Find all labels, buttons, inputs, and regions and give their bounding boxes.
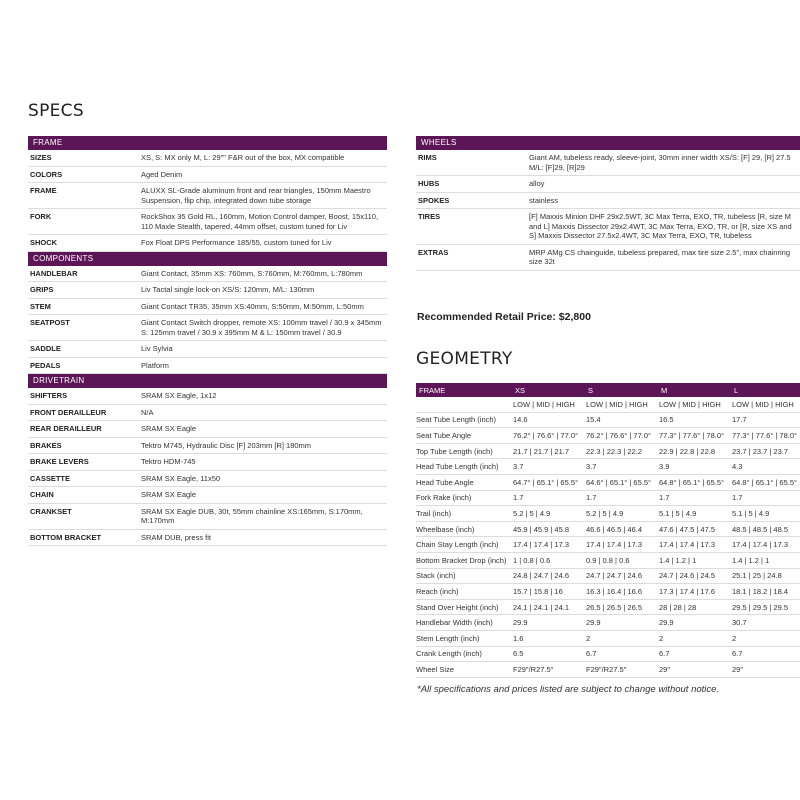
geometry-value: 17.4 | 17.4 | 17.3 [585, 537, 658, 553]
geometry-value: 77.3° | 77.6° | 78.0° [658, 428, 731, 444]
retail-price: Recommended Retail Price: $2,800 [417, 311, 591, 323]
spec-row [416, 192, 800, 209]
spec-value: RockShox 35 Gold RL, 160mm, Motion Control damper, Boost, 15x110, 110 Maxle Stealth, tapered, 44mm offset, custom tuned for Liv [139, 209, 387, 235]
geometry-value: 17.4 | 17.4 | 17.3 [658, 537, 731, 553]
geometry-value: 29.9 [585, 615, 658, 631]
geometry-label: Chain Stay Length (inch) [416, 537, 512, 553]
geometry-row [416, 584, 800, 600]
geometry-table [416, 383, 800, 678]
geometry-value: 64.8° | 65.1° | 65.5° [658, 474, 731, 490]
spec-value: Aged Denim [139, 166, 387, 183]
spec-row [28, 282, 387, 299]
spec-value: Liv Tactal single lock-on XS/S: 120mm, M/L: 130mm [139, 282, 387, 299]
spec-value: alloy [527, 176, 800, 193]
geometry-row [416, 521, 800, 537]
spec-row [28, 503, 387, 529]
geometry-value: 3.7 [585, 459, 658, 475]
spec-value: SRAM SX Eagle, 1x12 [139, 388, 387, 404]
geometry-value: 1.7 [731, 490, 800, 506]
geometry-label: Stem Length (inch) [416, 630, 512, 646]
spec-row [28, 454, 387, 471]
spec-key: HUBS [416, 176, 527, 193]
spec-key: TIRES [416, 209, 527, 245]
geometry-label: Bottom Bracket Drop (inch) [416, 552, 512, 568]
geometry-value: 5.1 | 5 | 4.9 [731, 506, 800, 522]
spec-row [28, 235, 387, 252]
spec-key: CHAIN [28, 487, 139, 504]
geometry-subheader-row [416, 397, 800, 412]
spec-value: MRP AMg CS chainguide, tubeless prepared, max tire size 2.5", max chainring size 32t [527, 244, 800, 270]
geometry-value: 1.4 | 1.2 | 1 [731, 552, 800, 568]
spec-value: Giant Contact TR35, 35mm XS:40mm, S:50mm, M:50mm, L:50mm [139, 298, 387, 315]
spec-value: Platform [139, 357, 387, 374]
geometry-value: 16.5 [658, 412, 731, 428]
spec-key: RIMS [416, 150, 527, 176]
geometry-value: 1.4 | 1.2 | 1 [658, 552, 731, 568]
geometry-row [416, 630, 800, 646]
spec-key: REAR DERAILLEUR [28, 421, 139, 438]
spec-key: FRONT DERAILLEUR [28, 404, 139, 421]
geometry-row [416, 443, 800, 459]
spec-row [416, 150, 800, 176]
geometry-header-cell: S [585, 383, 658, 397]
geometry-value: 5.2 | 5 | 4.9 [512, 506, 585, 522]
geometry-value: 18.1 | 18.2 | 18.4 [731, 584, 800, 600]
spec-value: SRAM SX Eagle [139, 487, 387, 504]
geometry-value: 48.5 | 48.5 | 48.5 [731, 521, 800, 537]
spec-value: Liv Sylvia [139, 341, 387, 358]
geometry-row [416, 474, 800, 490]
geometry-value: 26.5 | 26.5 | 26.5 [585, 599, 658, 615]
geometry-value: 22.9 | 22.8 | 22.8 [658, 443, 731, 459]
spec-key: SIZES [28, 150, 139, 166]
spec-value: SRAM SX Eagle [139, 421, 387, 438]
spec-section-table [416, 150, 800, 271]
geometry-header-cell: L [731, 383, 800, 397]
geometry-value: 6.7 [731, 646, 800, 662]
geometry-row [416, 506, 800, 522]
spec-row [28, 357, 387, 374]
geometry-row [416, 537, 800, 553]
spec-value: SRAM DUB, press fit [139, 529, 387, 546]
geometry-label: Top Tube Length (inch) [416, 443, 512, 459]
spec-row [416, 244, 800, 270]
geometry-value: 17.7 [731, 412, 800, 428]
geometry-row [416, 599, 800, 615]
spec-row [28, 150, 387, 166]
geometry-value: 3.9 [658, 459, 731, 475]
geometry-value: 30.7 [731, 615, 800, 631]
spec-value: SRAM SX Eagle, 11x50 [139, 470, 387, 487]
geometry-value: 6.7 [585, 646, 658, 662]
geometry-row [416, 428, 800, 444]
geometry-value: 1.7 [512, 490, 585, 506]
geometry-subheader-cell: LOW | MID | HIGH [731, 397, 800, 412]
geometry-value: 5.1 | 5 | 4.9 [658, 506, 731, 522]
geometry-header-row [416, 383, 800, 397]
geometry-value: 15.7 | 15.8 | 16 [512, 584, 585, 600]
spec-value: SRAM SX Eagle DUB, 30t, 55mm chainline XS:165mm, S:170mm, M:170mm [139, 503, 387, 529]
spec-key: SHOCK [28, 235, 139, 252]
geometry-value: 1.7 [658, 490, 731, 506]
spec-row [28, 470, 387, 487]
spec-section-table [28, 150, 387, 252]
geometry-value: 2 [658, 630, 731, 646]
geometry-value: 24.8 | 24.7 | 24.6 [512, 568, 585, 584]
spec-row [28, 315, 387, 341]
geometry-value: 29" [658, 662, 731, 678]
geometry-header-cell: M [658, 383, 731, 397]
geometry-label: Fork Rake (inch) [416, 490, 512, 506]
geometry-row [416, 552, 800, 568]
spec-row [28, 487, 387, 504]
geometry-value: 76.2° | 76.6° | 77.0° [585, 428, 658, 444]
geometry-value: 1 | 0.8 | 0.6 [512, 552, 585, 568]
spec-value: Tektro M745, Hydraulic Disc [F] 203mm [R] 180mm [139, 437, 387, 454]
geometry-value: 5.2 | 5 | 4.9 [585, 506, 658, 522]
geometry-header-cell: FRAME [416, 383, 512, 397]
geometry-value: 14.6 [512, 412, 585, 428]
spec-row [28, 421, 387, 438]
spec-section-table [28, 266, 387, 375]
geometry-label: Stand Over Height (inch) [416, 599, 512, 615]
footnote: *All specifications and prices listed are subject to change without notice. [417, 684, 720, 695]
spec-row [28, 166, 387, 183]
geometry-value: 29.9 [658, 615, 731, 631]
geometry-value: 24.1 | 24.1 | 24.1 [512, 599, 585, 615]
specs-title: SPECS [28, 101, 84, 121]
geometry-label: Stack (inch) [416, 568, 512, 584]
geometry-label: Head Tube Length (inch) [416, 459, 512, 475]
geometry-value: 64.6° | 65.1° | 65.5° [585, 474, 658, 490]
spec-key: GRIPS [28, 282, 139, 299]
geometry-value: 47.6 | 47.5 | 47.5 [658, 521, 731, 537]
spec-key: PEDALS [28, 357, 139, 374]
spec-value: stainless [527, 192, 800, 209]
geometry-value: 17.4 | 17.4 | 17.3 [731, 537, 800, 553]
geometry-label: Wheelbase (inch) [416, 521, 512, 537]
spec-key: STEM [28, 298, 139, 315]
spec-value: Giant Contact Switch dropper, remote XS: 100mm travel / 30.9 x 345mm S: 125mm travel / 30.9 x 395mm M & L: 150mm travel / 30.9 [139, 315, 387, 341]
section-header: WHEELS [416, 136, 800, 150]
spec-row [28, 298, 387, 315]
geometry-value: F29"/R27.5" [585, 662, 658, 678]
geometry-value: 4.3 [731, 459, 800, 475]
geometry-value: 76.2° | 76.6° | 77.0° [512, 428, 585, 444]
spec-key: SADDLE [28, 341, 139, 358]
geometry-value: 6.7 [658, 646, 731, 662]
section-header: FRAME [28, 136, 387, 150]
geometry-value: 64.7° | 65.1° | 65.5° [512, 474, 585, 490]
geometry-value: 23.7 | 23.7 | 23.7 [731, 443, 800, 459]
right-specs-table [416, 136, 800, 271]
geometry-subheader-cell: LOW | MID | HIGH [658, 397, 731, 412]
geometry-header-cell: XS [512, 383, 585, 397]
geometry-value: 29.5 | 29.5 | 29.5 [731, 599, 800, 615]
geometry-label: Trail (inch) [416, 506, 512, 522]
spec-key: HANDLEBAR [28, 266, 139, 282]
geometry-value: 3.7 [512, 459, 585, 475]
geometry-value: 25.1 | 25 | 24.8 [731, 568, 800, 584]
geometry-value: 45.9 | 45.9 | 45.8 [512, 521, 585, 537]
geometry-value: 6.5 [512, 646, 585, 662]
spec-row [28, 388, 387, 404]
spec-key: CASSETTE [28, 470, 139, 487]
spec-section-table [28, 388, 387, 546]
spec-key: FRAME [28, 183, 139, 209]
left-specs-table [28, 136, 387, 546]
geometry-subheader-cell: LOW | MID | HIGH [512, 397, 585, 412]
geometry-grid [416, 383, 800, 678]
spec-key: FORK [28, 209, 139, 235]
geometry-row [416, 568, 800, 584]
spec-key: SHIFTERS [28, 388, 139, 404]
geometry-value: 2 [731, 630, 800, 646]
geometry-row [416, 662, 800, 678]
section-header: DRIVETRAIN [28, 374, 387, 388]
geometry-label: Reach (inch) [416, 584, 512, 600]
geometry-value: 1.6 [512, 630, 585, 646]
geometry-value: 17.3 | 17.4 | 17.6 [658, 584, 731, 600]
geometry-value: 77.3° | 77.6° | 78.0° [731, 428, 800, 444]
spec-row [28, 266, 387, 282]
spec-key: BRAKES [28, 437, 139, 454]
geometry-row [416, 490, 800, 506]
geometry-row [416, 412, 800, 428]
spec-key: BOTTOM BRACKET [28, 529, 139, 546]
spec-row [28, 183, 387, 209]
geometry-value: 15.4 [585, 412, 658, 428]
spec-row [416, 176, 800, 193]
geometry-value: 29.9 [512, 615, 585, 631]
spec-key: BRAKE LEVERS [28, 454, 139, 471]
spec-value: Tektro HDM-745 [139, 454, 387, 471]
geometry-value: 29" [731, 662, 800, 678]
spec-value: XS, S: MX only M, L: 29"" F&R out of the box, MX compatible [139, 150, 387, 166]
geometry-label: Head Tube Angle [416, 474, 512, 490]
spec-row [416, 209, 800, 245]
geometry-value: 21.7 | 21.7 | 21.7 [512, 443, 585, 459]
spec-row [28, 529, 387, 546]
spec-row [28, 209, 387, 235]
geometry-title: GEOMETRY [416, 349, 513, 369]
geometry-value: 24.7 | 24.7 | 24.6 [585, 568, 658, 584]
geometry-value: 1.7 [585, 490, 658, 506]
geometry-label: Handlebar Width (inch) [416, 615, 512, 631]
spec-value: Giant Contact, 35mm XS: 760mm, S:760mm, M:760mm, L:780mm [139, 266, 387, 282]
geometry-value: 16.3 | 16.4 | 16.6 [585, 584, 658, 600]
geometry-label: Crank Length (inch) [416, 646, 512, 662]
geometry-value: F29"/R27.5" [512, 662, 585, 678]
spec-key: SPOKES [416, 192, 527, 209]
geometry-subheader-cell [416, 397, 512, 412]
geometry-value: 2 [585, 630, 658, 646]
geometry-value: 0.9 | 0.8 | 0.6 [585, 552, 658, 568]
geometry-row [416, 646, 800, 662]
geometry-label: Wheel Size [416, 662, 512, 678]
geometry-row [416, 615, 800, 631]
geometry-value: 24.7 | 24.6 | 24.5 [658, 568, 731, 584]
spec-value: N/A [139, 404, 387, 421]
geometry-subheader-cell: LOW | MID | HIGH [585, 397, 658, 412]
section-header: COMPONENTS [28, 252, 387, 266]
spec-value: Fox Float DPS Performance 185/55, custom tuned for Liv [139, 235, 387, 252]
spec-key: SEATPOST [28, 315, 139, 341]
geometry-value: 46.6 | 46.5 | 46.4 [585, 521, 658, 537]
geometry-label: Seat Tube Length (inch) [416, 412, 512, 428]
spec-row [28, 437, 387, 454]
geometry-value: 17.4 | 17.4 | 17.3 [512, 537, 585, 553]
spec-key: CRANKSET [28, 503, 139, 529]
spec-value: ALUXX SL-Grade aluminum front and rear triangles, 150mm Maestro Suspension, flip chip, integrated down tube storage [139, 183, 387, 209]
spec-row [28, 341, 387, 358]
geometry-row [416, 459, 800, 475]
geometry-label: Seat Tube Angle [416, 428, 512, 444]
geometry-value: 22.3 | 22.3 | 22.2 [585, 443, 658, 459]
geometry-value: 64.8° | 65.1° | 65.5° [731, 474, 800, 490]
geometry-value: 28 | 28 | 28 [658, 599, 731, 615]
spec-value: Giant AM, tubeless ready, sleeve-joint, 30mm inner width XS/S: [F] 29, [R] 27.5 M/L: [F]29, [R]29 [527, 150, 800, 176]
spec-value: [F] Maxxis Minion DHF 29x2.5WT, 3C Max Terra, EXO, TR, tubeless [R, size M and L] Maxxis Dissector 29x2.4WT, 3C Max Terra, EXO, TR, or [R, size XS and S] Maxxis Dissector 27.5x2.4WT, 3C Max Terra, EXO, TR, tubeless [527, 209, 800, 245]
spec-key: COLORS [28, 166, 139, 183]
spec-row [28, 404, 387, 421]
spec-key: EXTRAS [416, 244, 527, 270]
